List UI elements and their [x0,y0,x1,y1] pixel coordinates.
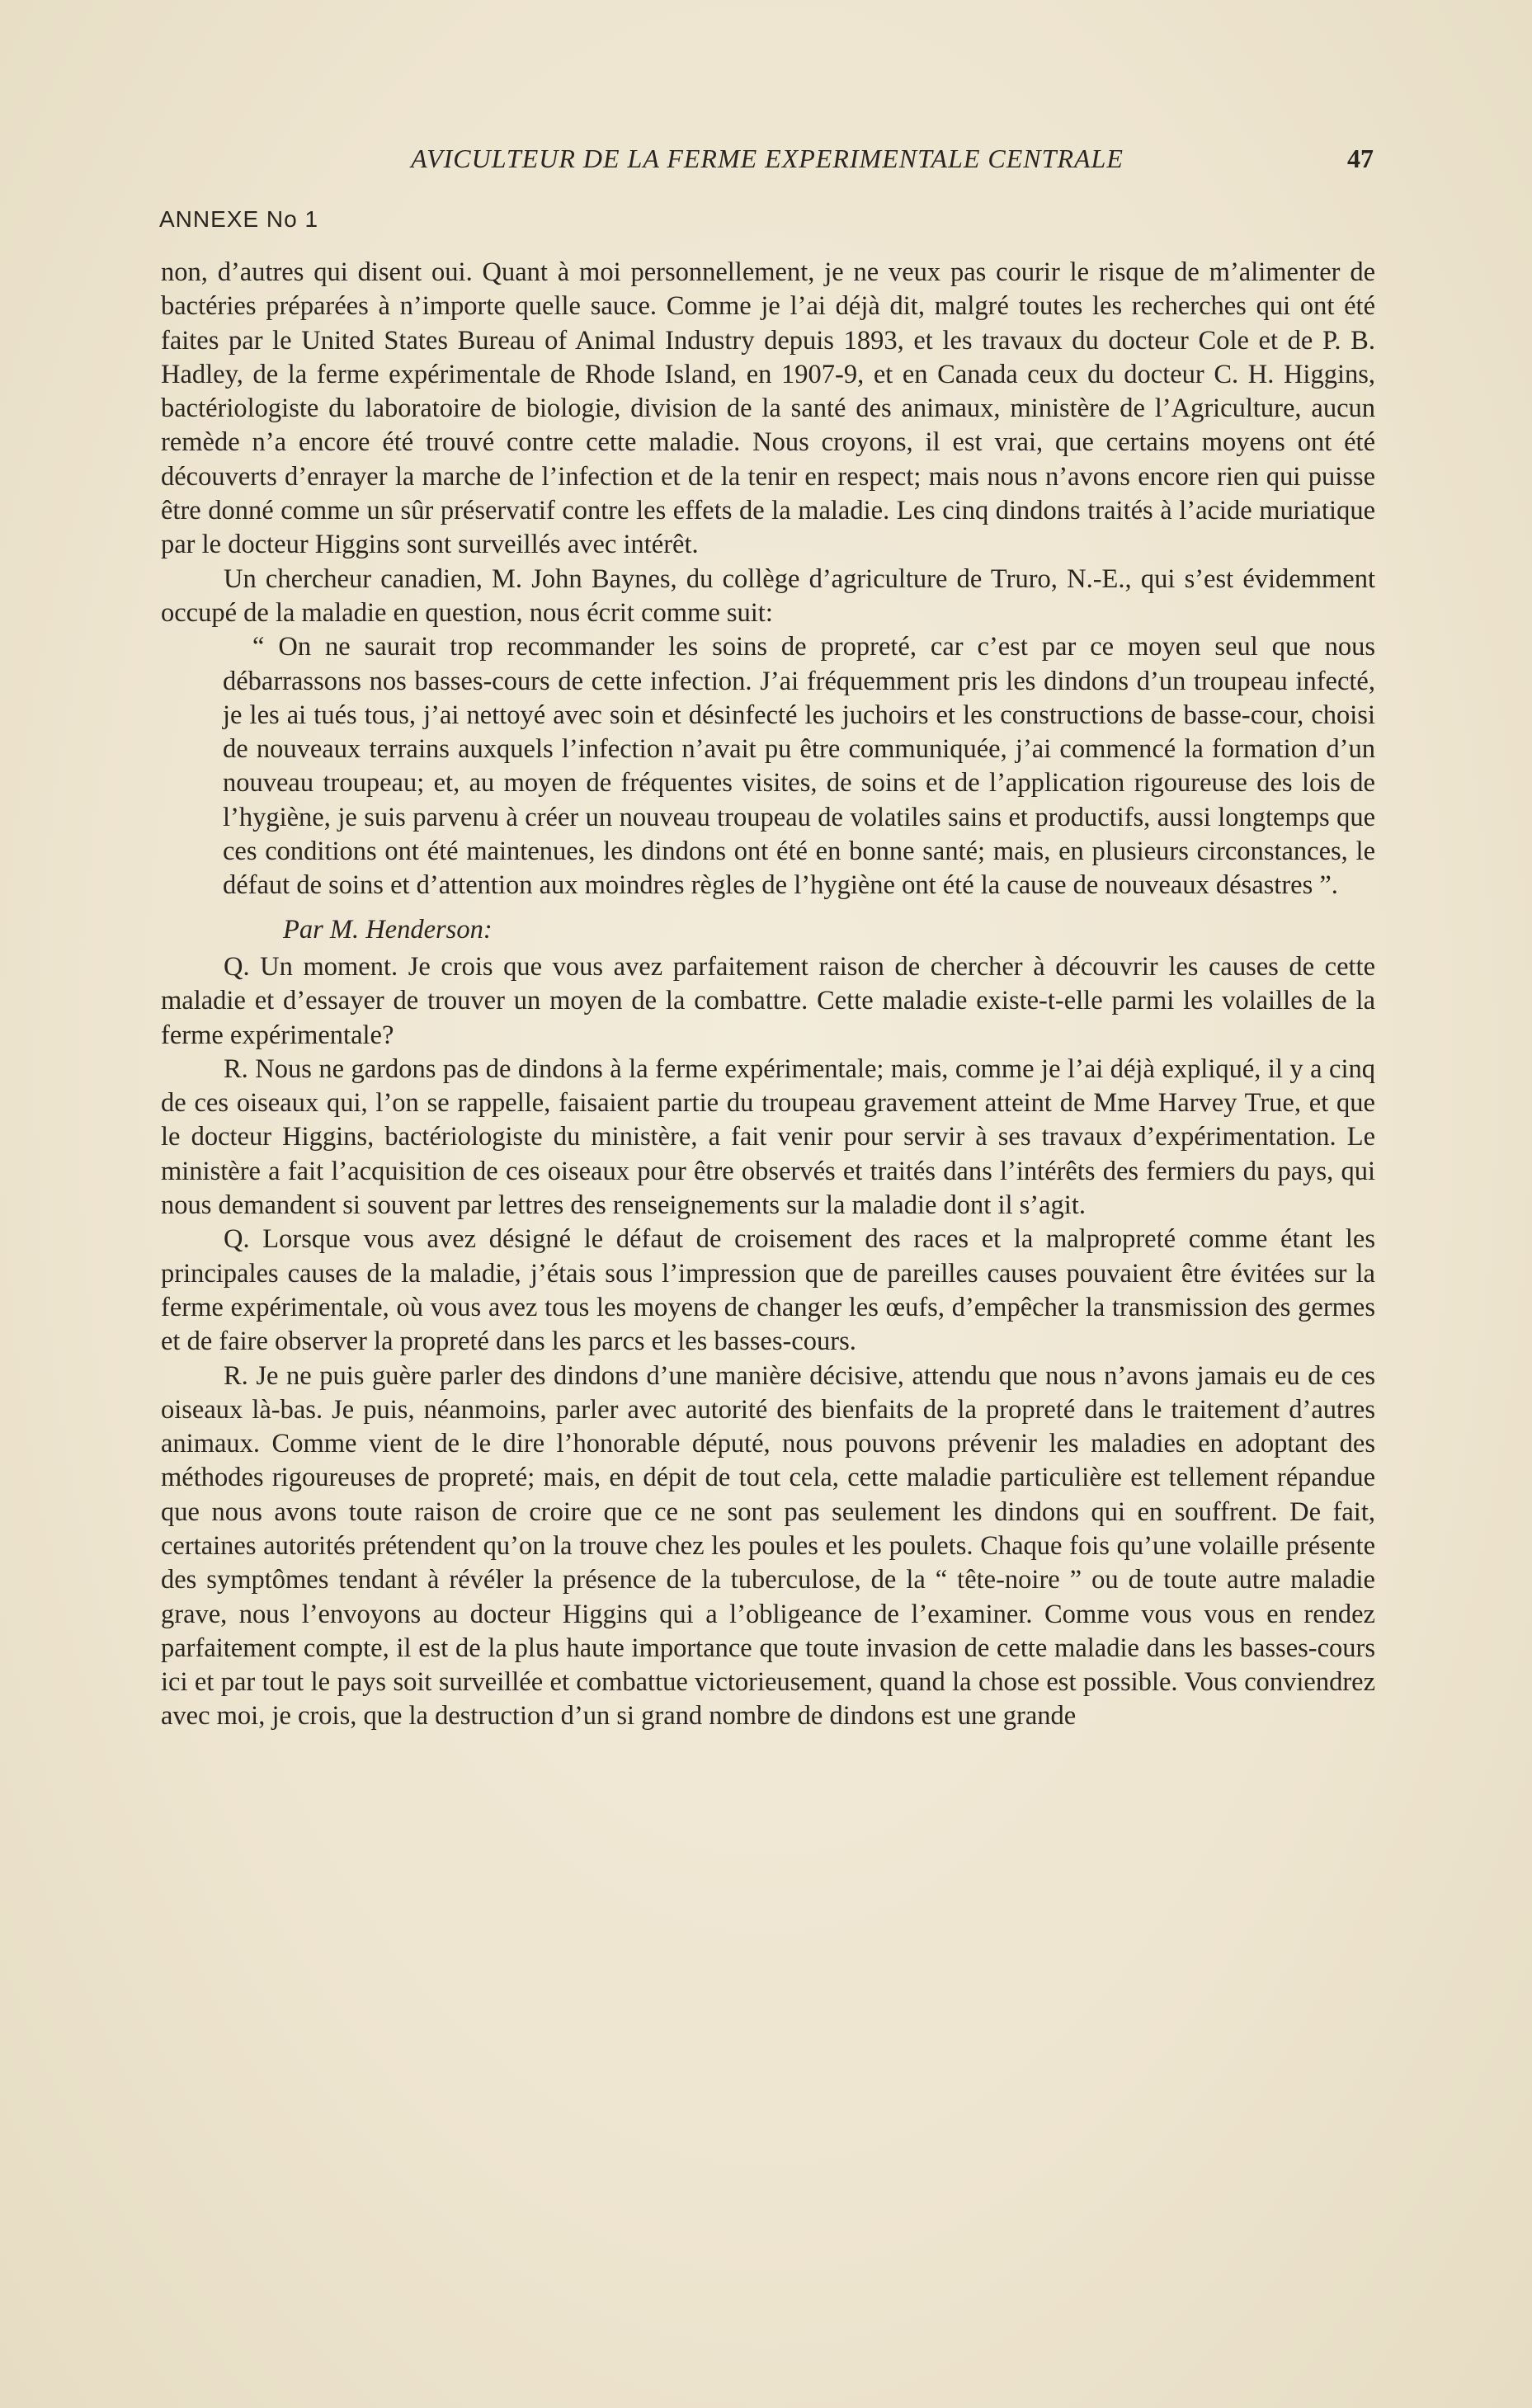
page-number: 47 [1347,144,1374,173]
question-paragraph: Q. Lorsque vous avez désigné le défaut de croisement des races et la malpropreté comme étant les principales causes de la maladie, j’étais sous l’impression que de pareilles causes pouvaient être évitées sur la ferme expérimentale, où vous avez tous les moyens de changer les œufs, d’empêcher la transmission des germes et de faire observer la propreté dans les parcs et les basses-cours. [161,1224,1375,1357]
paragraph: Un chercheur canadien, M. John Baynes, du collège d’agriculture de Truro, N.-E., qui s’est évidemment occupé de la maladie en question, nous écrit comme suit: [161,563,1375,628]
answer-paragraph: R. Nous ne gardons pas de dindons à la ferme expérimentale; mais, comme je l’ai déjà expliqué, il y a cinq de ces oiseaux qui, l’on se rappelle, faisaient partie du troupeau gravement atteint de Mme Harvey True, et que le docteur Higgins, bactériologiste du ministère, a fait venir pour servir à ses travaux d’expérimentation. Le ministère a fait l’acquisition de ces oiseaux pour être observés et traités dans l’intérêts des fermiers du pays, qui nous demandent si souvent par lettres des renseignements sur la maladie dont il s’agit. [161,1053,1375,1221]
annex-label: ANNEXE No 1 [159,206,319,232]
speaker-heading: Par M. Henderson: [283,914,493,945]
answer-paragraph: R. Je ne puis guère parler des dindons d’une manière décisive, attendu que nous n’avons jamais eu de ces oiseaux là-bas. Je puis, néanmoins, parler avec autorité des bienfaits de la propreté dans le traitement d’autres animaux. Comme vient de le dire l’honorable député, nous pouvons prévenir les maladies en adoptant des méthodes rigoureuses de propreté; mais, en dépit de tout cela, cette maladie particulière est tellement répandue que nous avons toute raison de croire que ce ne sont pas seulement les dindons qui en souffrent. De fait, certaines autorités prétendent qu’on la trouve chez les poules et les poulets. Chaque fois qu’une volaille présente des symptômes tendant à révéler la présence de la tuberculose, de la “ tête-noire ” ou de toute autre maladie grave, nous l’envoyons au docteur Higgins qui a l’obligeance de l’examiner. Comme vous vous en rendez parfaitement compte, il est de la plus haute importance que toute invasion de cette maladie dans les basses-cours ici et par tout le pays soit surveillée et combattue victorieusement, quand la chose est possible. Vous conviendrez avec moi, je crois, que la destruction d’un si grand nombre de dindons est une grande [161,1360,1375,1732]
question-paragraph: Q. Un moment. Je crois que vous avez parfaitement raison de chercher à découvrir les causes de cette maladie et d’essayer de trouver un moyen de la combattre. Cette maladie existe-t-elle parmi les volailles de la ferme expérimentale? [161,951,1375,1050]
running-title: AVICULTEUR DE LA FERME EXPERIMENTALE CENTRALE [411,144,1124,173]
page-header [161,140,1374,181]
body-text [161,256,1375,1734]
block-quote: “ On ne saurait trop recommander les soins de propreté, car c’est par ce moyen seul que nous débarrassons nos basses-cours de cette infection. J’ai fréquemment pris les dindons d’un troupeau infecté, je les ai tués tous, j’ai nettoyé avec soin et désinfecté les juchoirs et les constructions de basse-cour, choisi de nouveaux terrains auxquels l’infection n’avait pu être communiquée, j’ai commencé la formation d’un nouveau troupeau; et, au moyen de fréquentes visites, de soins et de l’application rigoureuse des lois de l’hygiène, je suis parvenu à créer un nouveau troupeau de volatiles sains et productifs, aussi longtemps que ces conditions ont été maintenues, les dindons ont été en bonne santé; mais, en plusieurs circonstances, le défaut de soins et d’attention aux moindres règles de l’hygiène ont été la cause de nouveaux désastres ”. [223,632,1375,901]
paragraph: non, d’autres qui disent oui. Quant à moi personnellement, je ne veux pas courir le risque de m’alimenter de bactéries préparées à n’importe quelle sauce. Comme je l’ai déjà dit, malgré toutes les recherches qui ont été faites par le United States Bureau of Animal Industry depuis 1893, et les travaux du docteur Cole et de P. B. Hadley, de la ferme expérimentale de Rhode Island, en 1907-9, et en Canada ceux du docteur C. H. Higgins, bactériologiste du laboratoire de biologie, division de la santé des animaux, ministère de l’Agriculture, aucun remède n’a encore été trouvé contre cette maladie. Nous croyons, il est vrai, que certains moyens ont été découverts d’enrayer la marche de l’infection et de la tenir en respect; mais nous n’avons encore rien qui puisse être donné comme un sûr préservatif contre les effets de la maladie. Les cinq dindons traités à l’acide muriatique par le docteur Higgins sont surveillés avec intérêt. [161,257,1375,560]
